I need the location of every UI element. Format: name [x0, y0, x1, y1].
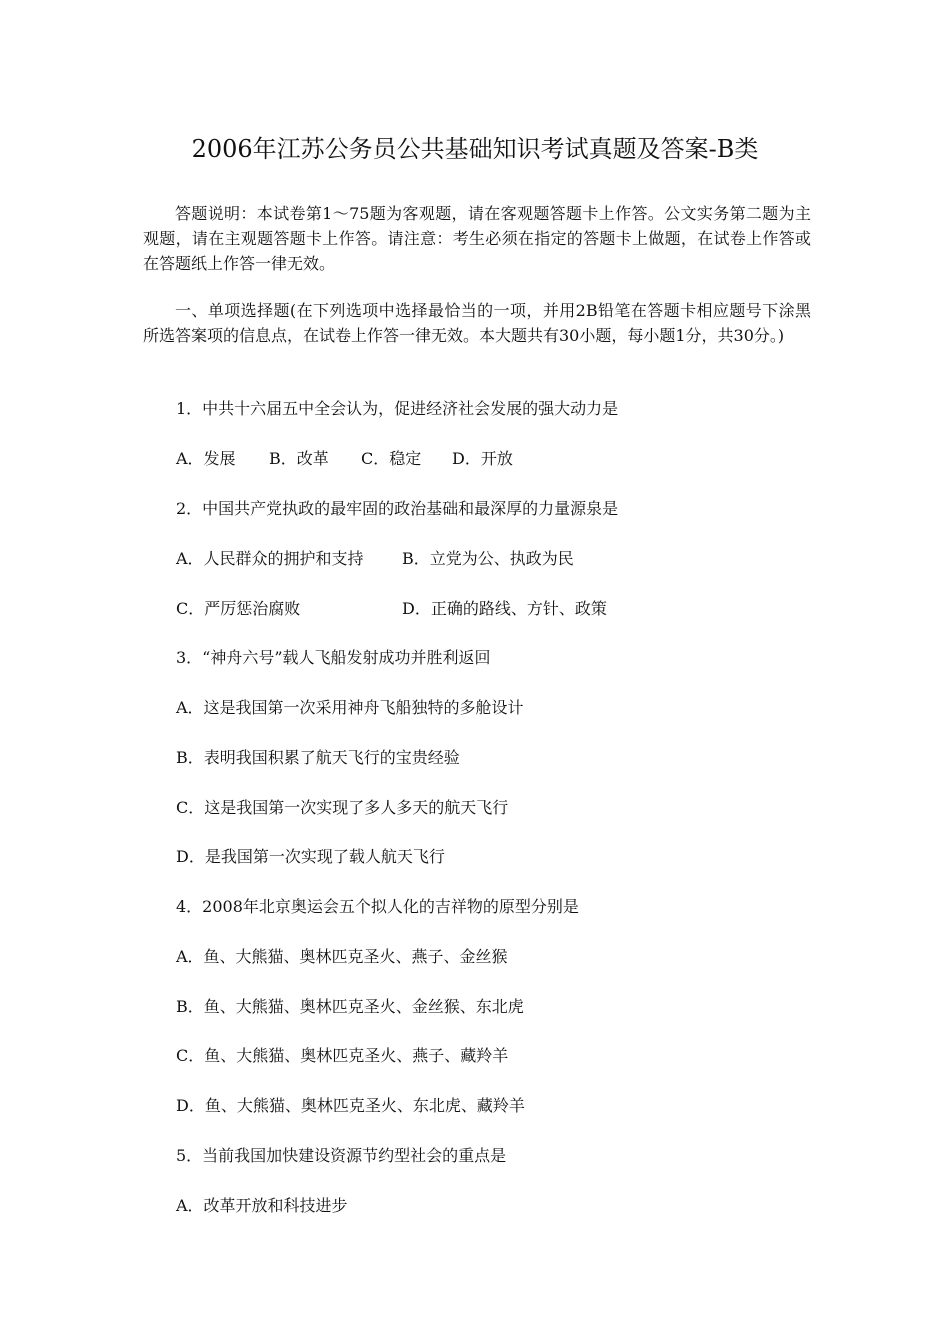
section-header-paragraph: 一、单项选择题(在下列选项中选择最恰当的一项，并用2B铅笔在答题卡相应题号下涂黑所选答案项的信息点，在试卷上作答一律无效。本大题共有30小题，每小题1分，共30分。): [143, 301, 811, 345]
question-3-option-a: A．这是我国第一次采用神舟飞船独特的多舱设计: [176, 698, 524, 717]
question-3-option-c: C．这是我国第一次实现了多人多天的航天飞行: [176, 798, 509, 817]
question-3-option-d: D．是我国第一次实现了载人航天飞行: [176, 847, 445, 866]
question-1-option-d: D．开放: [452, 449, 513, 468]
question-5-stem: 5．当前我国加快建设资源节约型社会的重点是: [176, 1146, 507, 1165]
question-4-option-c: C．鱼、大熊猫、奥林匹克圣火、燕子、藏羚羊: [176, 1046, 509, 1065]
question-1-option-b: B．改革: [269, 449, 329, 468]
instructions-paragraph: 答题说明：本试卷第1～75题为客观题，请在客观题答题卡上作答。公文实务第二题为主观题，请在主观题答题卡上作答。请注意：考生必须在指定的答题卡上做题，在试卷上作答或在答题纸上作答一律无效。: [143, 204, 811, 273]
question-3-option-b: B．表明我国积累了航天飞行的宝贵经验: [176, 748, 460, 767]
question-3-stem: 3．“神舟六号”载人飞船发射成功并胜利返回: [176, 648, 491, 667]
document-title: 2006年江苏公务员公共基础知识考试真题及答案-B类: [191, 135, 759, 163]
question-4-option-b: B．鱼、大熊猫、奥林匹克圣火、金丝猴、东北虎: [176, 997, 524, 1016]
question-4-option-a: A．鱼、大熊猫、奥林匹克圣火、燕子、金丝猴: [176, 947, 508, 966]
question-2-option-a: A．人民群众的拥护和支持: [176, 549, 364, 568]
question-1-option-a: A．发展: [176, 449, 236, 468]
question-2-option-b: B．立党为公、执政为民: [402, 549, 574, 568]
question-1-option-c: C．稳定: [361, 449, 422, 468]
question-1-stem: 1．中共十六届五中全会认为，促进经济社会发展的强大动力是: [176, 399, 619, 418]
question-2-stem: 2．中国共产党执政的最牢固的政治基础和最深厚的力量源泉是: [176, 499, 619, 518]
question-5-option-a: A．改革开放和科技进步: [176, 1196, 348, 1215]
question-2-option-c: C．严厉惩治腐败: [176, 599, 301, 618]
question-2-option-d: D．正确的路线、方针、政策: [402, 599, 607, 618]
question-4-option-d: D．鱼、大熊猫、奥林匹克圣火、东北虎、藏羚羊: [176, 1096, 525, 1115]
question-4-stem: 4．2008年北京奥运会五个拟人化的吉祥物的原型分别是: [176, 897, 579, 916]
